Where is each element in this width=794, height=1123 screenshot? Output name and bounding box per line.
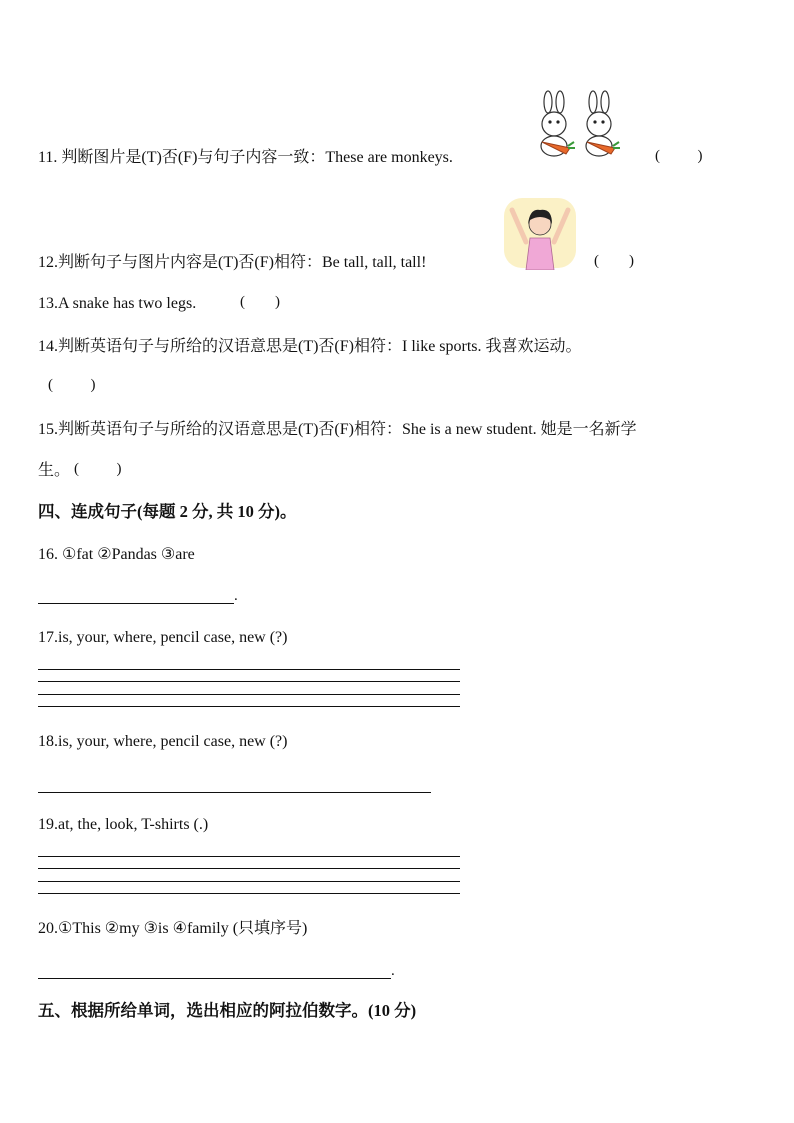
answer-line-19-3[interactable] — [38, 881, 460, 882]
question-13: 13.A snake has two legs. — [38, 295, 197, 312]
question-16: 16. ①fat ②Pandas ③are — [38, 546, 195, 563]
question-18: 18.is, your, where, pencil case, new (?) — [38, 733, 288, 750]
answer-parentheses-12[interactable]: ( ) — [594, 253, 634, 269]
question-19: 19.at, the, look, T-shirts (.) — [38, 816, 209, 833]
answer-line-17-1[interactable] — [38, 669, 460, 670]
period-mark-16: . — [234, 588, 238, 604]
question-17: 17.is, your, where, pencil case, new (?) — [38, 629, 288, 646]
period-mark-20: . — [391, 963, 395, 979]
answer-parentheses-15[interactable]: ( ) — [74, 461, 122, 477]
answer-line-18[interactable] — [38, 792, 431, 793]
question-15: 15.判断英语句子与所给的汉语意思是(T)否(F)相符：She is a new student. 她是一名新学 — [38, 421, 637, 438]
question-20: 20.①This ②my ③is ④family (只填序号) — [38, 920, 308, 937]
rabbits-image — [530, 90, 630, 162]
girl-image — [500, 192, 580, 270]
answer-line-20[interactable] — [38, 978, 391, 979]
answer-parentheses-14[interactable]: ( ) — [48, 377, 96, 393]
answer-parentheses-11[interactable]: ( ) — [655, 148, 703, 164]
question-12: 12.判断句子与图片内容是(T)否(F)相符：Be tall, tall, tall! — [38, 254, 427, 271]
answer-parentheses-13[interactable]: ( ) — [240, 294, 280, 310]
question-15-continued: 生。 — [38, 462, 71, 479]
question-11: 11. 判断图片是(T)否(F)与句子内容一致：These are monkeys. — [38, 149, 453, 166]
answer-line-19-4[interactable] — [38, 893, 460, 894]
answer-line-17-4[interactable] — [38, 706, 460, 707]
answer-line-17-3[interactable] — [38, 694, 460, 695]
answer-line-19-2[interactable] — [38, 868, 460, 869]
question-14: 14.判断英语句子与所给的汉语意思是(T)否(F)相符：I like sports. 我喜欢运动。 — [38, 338, 582, 355]
answer-line-16[interactable] — [38, 603, 234, 604]
answer-line-19-1[interactable] — [38, 856, 460, 857]
answer-line-17-2[interactable] — [38, 681, 460, 682]
section-four-heading: 四、连成句子(每题 2 分, 共 10 分)。 — [38, 502, 297, 521]
section-five-heading: 五、根据所给单词，选出相应的阿拉伯数字。(10 分) — [38, 1001, 417, 1020]
